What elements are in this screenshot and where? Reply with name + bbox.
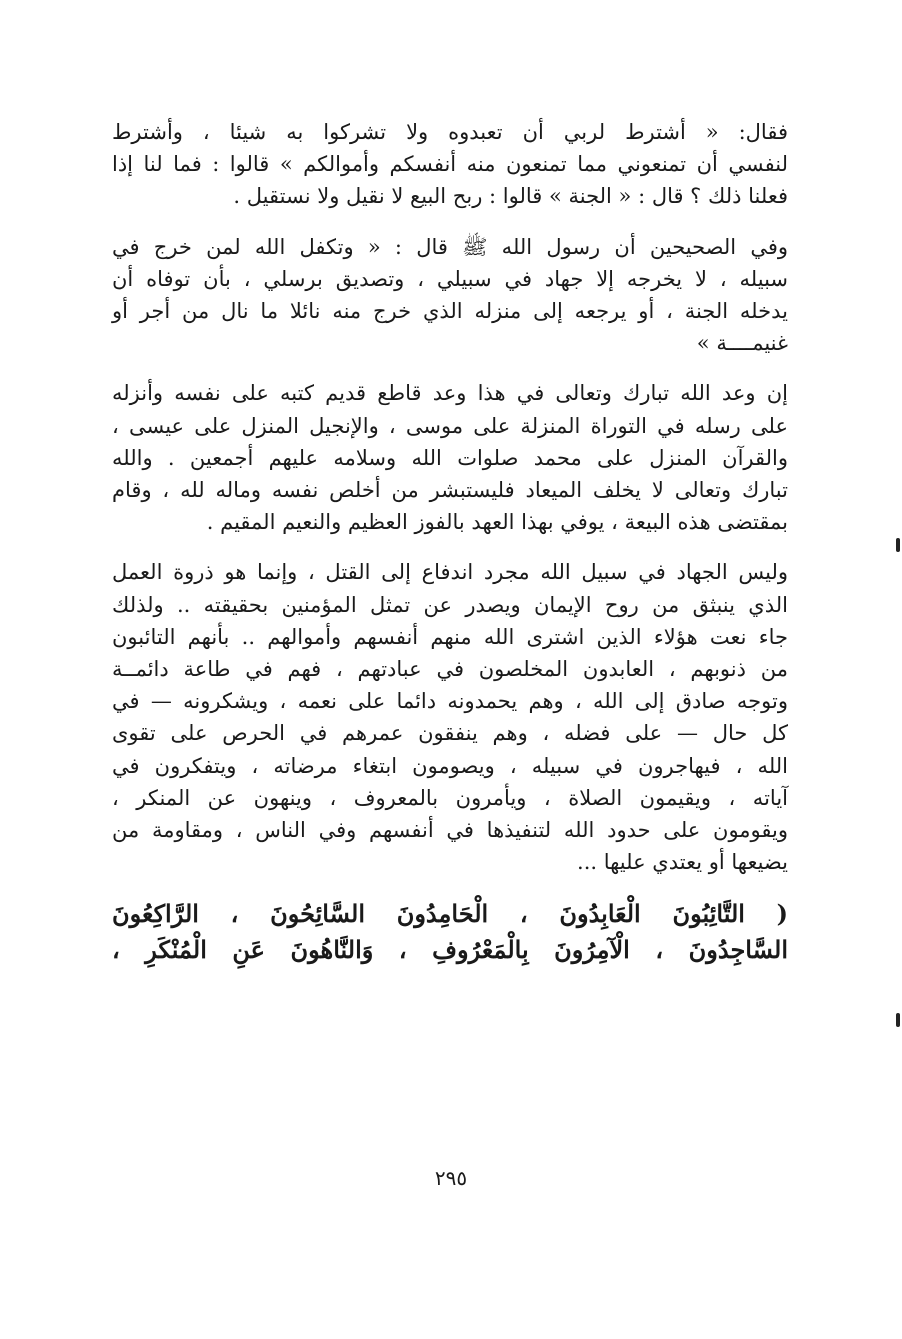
text-line: غنيمــــة » [696,331,788,356]
text-line: سبيله ، لا يخرجه إلا جهاد في سبيلي ، وتصديق برسلي ، بأن توفاه أن [112,266,788,291]
text-line: بمقتضى هذه البيعة ، يوفي بهذا العهد بالفوز العظيم والنعيم المقيم . [206,510,788,535]
paragraph-2 [112,231,788,360]
paragraph-4 [112,556,788,878]
text-line: كل حال — على فضله ، وهم ينفقون عمرهم في الحرص على تقوى [112,721,788,746]
text-line: لنفسي أن تمنعوني مما تمنعون منه أنفسكم وأموالكم » قالوا : فما لنا إذا [112,152,788,177]
paragraph-1 [112,116,788,213]
page-body [112,116,788,968]
text-line: تبارك وتعالى لا يخلف الميعاد فليستبشر من أخلص نفسه وماله لله ، وقام [112,478,788,503]
text-line: وليس الجهاد في سبيل الله مجرد اندفاع إلى القتل ، وإنما هو ذروة العمل [112,560,788,585]
quranic-verse [112,896,788,968]
text-line: الذي ينبثق من روح الإيمان ويصدر عن تمثل المؤمنين بحقيقته .. ولذلك [112,592,788,617]
paragraph-3 [112,377,788,538]
page-number: ٢٩٥ [434,1166,468,1190]
text-line: من ذنوبهم ، العابدون المخلصون في عبادتهم ، فهم في طاعة دائمــة [112,657,788,682]
scan-mark [896,538,900,552]
text-line: والقرآن المنزل على محمد صلوات الله وسلامه عليهم أجمعين . والله [112,445,788,470]
text-line: جاء نعت هؤلاء الذين اشترى الله منهم أنفسهم وأموالهم .. بأنهم التائبون [112,624,788,649]
text-line: إن وعد الله تبارك وتعالى في هذا وعد قاطع قديم كتبه على نفسه وأنزله [112,381,788,406]
text-line: فقال: « أشترط لربي أن تعبدوه ولا تشركوا به شيئا ، وأشترط [112,120,788,144]
text-line: يدخله الجنة ، أو يرجعه إلى منزله الذي خرج منه نائلا ما نال من أجر أو [112,299,788,324]
text-line: آياته ، ويقيمون الصلاة ، ويأمرون بالمعروف ، وينهون عن المنكر ، [112,785,788,810]
verse-line: ( التَّائِبُونَ الْعَابِدُونَ ، الْحَامِدُونَ السَّائِحُونَ ، الرَّاكِعُونَ [112,899,788,929]
text-line: يضيعها أو يعتدي عليها ... [577,850,788,875]
text-line: وفي الصحيحين أن رسول الله ﷺ قال : « وتكفل الله لمن خرج في [112,234,788,259]
text-line: الله ، فيهاجرون في سبيله ، ويصومون ابتغاء مرضاته ، ويتفكرون في [112,753,788,778]
text-line: وتوجه صادق إلى الله ، وهم يحمدونه دائما على نعمه ، ويشكرونه — في [112,689,788,714]
text-line: ويقومون على حدود الله لتنفيذها في أنفسهم وفي الناس ، ومقاومة من [112,818,788,843]
text-line: على رسله في التوراة المنزلة على موسى ، والإنجيل المنزل على عيسى ، [112,413,788,438]
scan-mark [896,1013,900,1027]
text-line: فعلنا ذلك ؟ قال : « الجنة » قالوا : ربح البيع لا نقيل ولا نستقيل . [233,184,788,209]
verse-line: السَّاجِدُونَ ، الْآمِرُونَ بِالْمَعْرُوفِ ، وَالنَّاهُونَ عَنِ الْمُنْكَرِ ، [112,935,788,965]
